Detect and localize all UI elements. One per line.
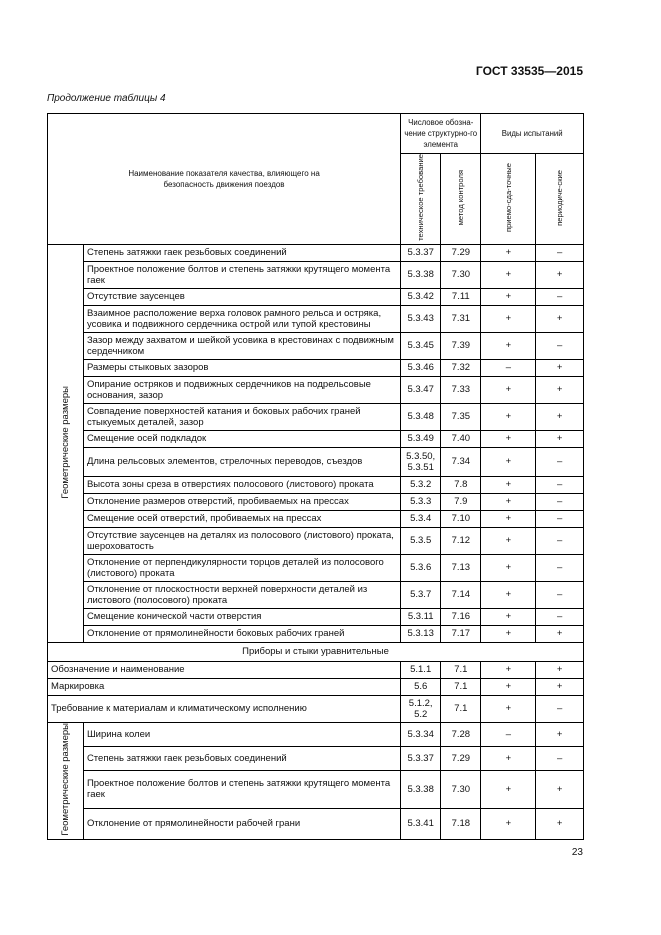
indicator-name: Смещение осей отверстий, пробиваемых на прессах: [83, 510, 400, 527]
acceptance-test-mark: +: [481, 493, 536, 510]
indicator-name: Отклонение от перпендикулярности торцов деталей из полосового (листового) проката: [83, 554, 400, 581]
periodic-test-mark: +: [536, 661, 584, 678]
table-row: [48, 527, 584, 554]
indicator-name: Опирание остряков и подвижных сердечников на подрельсовые основания, зазор: [83, 376, 400, 403]
acceptance-test-mark: +: [481, 661, 536, 678]
periodic-test-mark: –: [536, 447, 584, 476]
method-clause: 7.1: [441, 678, 481, 695]
header-control-method: метод контроля: [441, 154, 481, 245]
acceptance-test-mark: +: [481, 476, 536, 493]
acceptance-test-mark: +: [481, 305, 536, 332]
indicator-name: Совпадение поверхностей катания и боковых рабочих граней стыкуемых деталей, зазор: [83, 403, 400, 430]
table-row: [48, 376, 584, 403]
indicator-name: Требование к материалам и климатическому исполнению: [48, 695, 401, 722]
requirement-clause: 5.3.38: [401, 261, 441, 288]
periodic-test-mark: +: [536, 261, 584, 288]
periodic-test-mark: +: [536, 625, 584, 642]
method-clause: 7.30: [441, 770, 481, 808]
table-row: [48, 288, 584, 305]
requirement-clause: 5.3.13: [401, 625, 441, 642]
indicator-name: Отклонение от плоскостности верхней поверхности деталей из листового (полосового) проката: [83, 581, 400, 608]
periodic-test-mark: –: [536, 510, 584, 527]
periodic-test-mark: +: [536, 376, 584, 403]
requirement-clause: 5.3.47: [401, 376, 441, 403]
table-row: [48, 695, 584, 722]
requirement-clause: 5.3.37: [401, 244, 441, 261]
table-row: [48, 493, 584, 510]
periodic-test-mark: –: [536, 332, 584, 359]
requirement-clause: 5.3.43: [401, 305, 441, 332]
table-row: [48, 305, 584, 332]
group-label-text: Геометрические размеры: [59, 385, 71, 499]
indicator-name: Обозначение и наименование: [48, 661, 401, 678]
indicator-name: Зазор между захватом и шейкой усовика в крестовинах с подвижным сердечником: [83, 332, 400, 359]
table-row: [48, 430, 584, 447]
table-row: [48, 244, 584, 261]
indicator-name: Отсутствие заусенцев на деталях из полосового (листового) проката, шероховатость: [83, 527, 400, 554]
acceptance-test-mark: +: [481, 581, 536, 608]
acceptance-test-mark: +: [481, 808, 536, 839]
periodic-test-mark: –: [536, 527, 584, 554]
requirement-clause: 5.6: [401, 678, 441, 695]
periodic-test-mark: –: [536, 554, 584, 581]
method-clause: 7.39: [441, 332, 481, 359]
acceptance-test-mark: +: [481, 608, 536, 625]
group-label: [48, 722, 84, 839]
table-row: [48, 770, 584, 808]
periodic-test-mark: +: [536, 678, 584, 695]
requirement-clause: 5.3.49: [401, 430, 441, 447]
indicator-name: Степень затяжки гаек резьбовых соединений: [83, 746, 400, 770]
requirement-clause: 5.3.38: [401, 770, 441, 808]
requirement-clause: 5.3.6: [401, 554, 441, 581]
table-row: [48, 581, 584, 608]
acceptance-test-mark: +: [481, 695, 536, 722]
method-clause: 7.29: [441, 746, 481, 770]
table-row: [48, 359, 584, 376]
method-clause: 7.30: [441, 261, 481, 288]
header-periodic: периодиче-ские: [536, 154, 584, 245]
periodic-test-mark: –: [536, 244, 584, 261]
acceptance-test-mark: +: [481, 554, 536, 581]
acceptance-test-mark: +: [481, 244, 536, 261]
table-row: [48, 625, 584, 642]
indicator-name: Отклонение от прямолинейности боковых рабочих граней: [83, 625, 400, 642]
method-clause: 7.16: [441, 608, 481, 625]
method-clause: 7.40: [441, 430, 481, 447]
method-clause: 7.28: [441, 722, 481, 746]
method-clause: 7.12: [441, 527, 481, 554]
acceptance-test-mark: +: [481, 746, 536, 770]
method-clause: 7.9: [441, 493, 481, 510]
group-label-text: Геометрические размеры: [59, 722, 71, 836]
periodic-test-mark: –: [536, 608, 584, 625]
table-row: [48, 510, 584, 527]
method-clause: 7.10: [441, 510, 481, 527]
acceptance-test-mark: +: [481, 261, 536, 288]
acceptance-test-mark: –: [481, 359, 536, 376]
periodic-test-mark: –: [536, 476, 584, 493]
section-title: Приборы и стыки уравнительные: [48, 642, 584, 661]
table-row: [48, 678, 584, 695]
acceptance-test-mark: +: [481, 510, 536, 527]
periodic-test-mark: +: [536, 305, 584, 332]
indicator-name: Проектное положение болтов и степень затяжки крутящего момента гаек: [83, 261, 400, 288]
periodic-test-mark: +: [536, 808, 584, 839]
method-clause: 7.34: [441, 447, 481, 476]
table-row: [48, 661, 584, 678]
requirements-table: [47, 113, 584, 840]
indicator-name: Ширина колеи: [83, 722, 400, 746]
indicator-name: Взаимное расположение верха головок рамного рельса и остряка, усовика и подвижного сердечника острой или тупой крестовины: [83, 305, 400, 332]
periodic-test-mark: +: [536, 403, 584, 430]
header-numeric-designation: Числовое обозна-чение структурно-го элемента: [401, 114, 481, 154]
indicator-name: Отсутствие заусенцев: [83, 288, 400, 305]
requirement-clause: 5.3.50, 5.3.51: [401, 447, 441, 476]
indicator-name: Степень затяжки гаек резьбовых соединений: [83, 244, 400, 261]
table-row: [48, 261, 584, 288]
indicator-name: Маркировка: [48, 678, 401, 695]
table-row: [48, 746, 584, 770]
table-row: [48, 403, 584, 430]
method-clause: 7.18: [441, 808, 481, 839]
requirement-clause: 5.3.2: [401, 476, 441, 493]
periodic-test-mark: +: [536, 722, 584, 746]
document-id: ГОСТ 33535—2015: [475, 64, 583, 78]
method-clause: 7.1: [441, 661, 481, 678]
method-clause: 7.1: [441, 695, 481, 722]
acceptance-test-mark: +: [481, 447, 536, 476]
requirement-clause: 5.3.37: [401, 746, 441, 770]
indicator-name: Длина рельсовых элементов, стрелочных переводов, съездов: [83, 447, 400, 476]
table-row: [48, 554, 584, 581]
requirement-clause: 5.3.34: [401, 722, 441, 746]
method-clause: 7.14: [441, 581, 481, 608]
periodic-test-mark: –: [536, 581, 584, 608]
indicator-name: Отклонение размеров отверстий, пробиваемых на прессах: [83, 493, 400, 510]
indicator-name: Отклонение от прямолинейности рабочей грани: [83, 808, 400, 839]
requirement-clause: 5.3.7: [401, 581, 441, 608]
method-clause: 7.29: [441, 244, 481, 261]
requirement-clause: 5.3.46: [401, 359, 441, 376]
requirement-clause: 5.3.5: [401, 527, 441, 554]
group-label: [48, 244, 84, 642]
periodic-test-mark: –: [536, 493, 584, 510]
header-quality-indicator: Наименование показателя качества, влияющего на безопасность движения поездов: [48, 114, 401, 245]
periodic-test-mark: +: [536, 430, 584, 447]
method-clause: 7.13: [441, 554, 481, 581]
requirement-clause: 5.3.42: [401, 288, 441, 305]
acceptance-test-mark: +: [481, 430, 536, 447]
periodic-test-mark: –: [536, 288, 584, 305]
requirement-clause: 5.3.41: [401, 808, 441, 839]
requirement-clause: 5.3.3: [401, 493, 441, 510]
table-row: [48, 722, 584, 746]
requirement-clause: 5.3.4: [401, 510, 441, 527]
acceptance-test-mark: +: [481, 403, 536, 430]
acceptance-test-mark: +: [481, 332, 536, 359]
periodic-test-mark: +: [536, 359, 584, 376]
method-clause: 7.17: [441, 625, 481, 642]
indicator-name: Смещение конической части отверстия: [83, 608, 400, 625]
requirement-clause: 5.3.45: [401, 332, 441, 359]
table-row: [48, 447, 584, 476]
periodic-test-mark: –: [536, 695, 584, 722]
table-row: [48, 332, 584, 359]
indicator-name: Смещение осей подкладок: [83, 430, 400, 447]
acceptance-test-mark: +: [481, 678, 536, 695]
indicator-name: Проектное положение болтов и степень затяжки крутящего момента гаек: [83, 770, 400, 808]
method-clause: 7.32: [441, 359, 481, 376]
method-clause: 7.11: [441, 288, 481, 305]
indicator-name: Размеры стыковых зазоров: [83, 359, 400, 376]
section-row: [48, 642, 584, 661]
table-row: [48, 608, 584, 625]
method-clause: 7.8: [441, 476, 481, 493]
acceptance-test-mark: +: [481, 288, 536, 305]
requirement-clause: 5.3.48: [401, 403, 441, 430]
table-caption: Продолжение таблицы 4: [47, 93, 166, 104]
requirement-clause: 5.1.2, 5.2: [401, 695, 441, 722]
requirement-clause: 5.3.11: [401, 608, 441, 625]
indicator-name: Высота зоны среза в отверстиях полосового (листового) проката: [83, 476, 400, 493]
acceptance-test-mark: –: [481, 722, 536, 746]
acceptance-test-mark: +: [481, 770, 536, 808]
header-test-types: Виды испытаний: [481, 114, 584, 154]
periodic-test-mark: +: [536, 770, 584, 808]
method-clause: 7.35: [441, 403, 481, 430]
header-acceptance: приемо-сда-точные: [481, 154, 536, 245]
requirement-clause: 5.1.1: [401, 661, 441, 678]
acceptance-test-mark: +: [481, 376, 536, 403]
page-number: 23: [571, 847, 583, 858]
acceptance-test-mark: +: [481, 527, 536, 554]
table-row: [48, 476, 584, 493]
method-clause: 7.31: [441, 305, 481, 332]
acceptance-test-mark: +: [481, 625, 536, 642]
table-row: [48, 808, 584, 839]
method-clause: 7.33: [441, 376, 481, 403]
periodic-test-mark: –: [536, 746, 584, 770]
header-technical-requirement: техническое требование: [401, 154, 441, 245]
